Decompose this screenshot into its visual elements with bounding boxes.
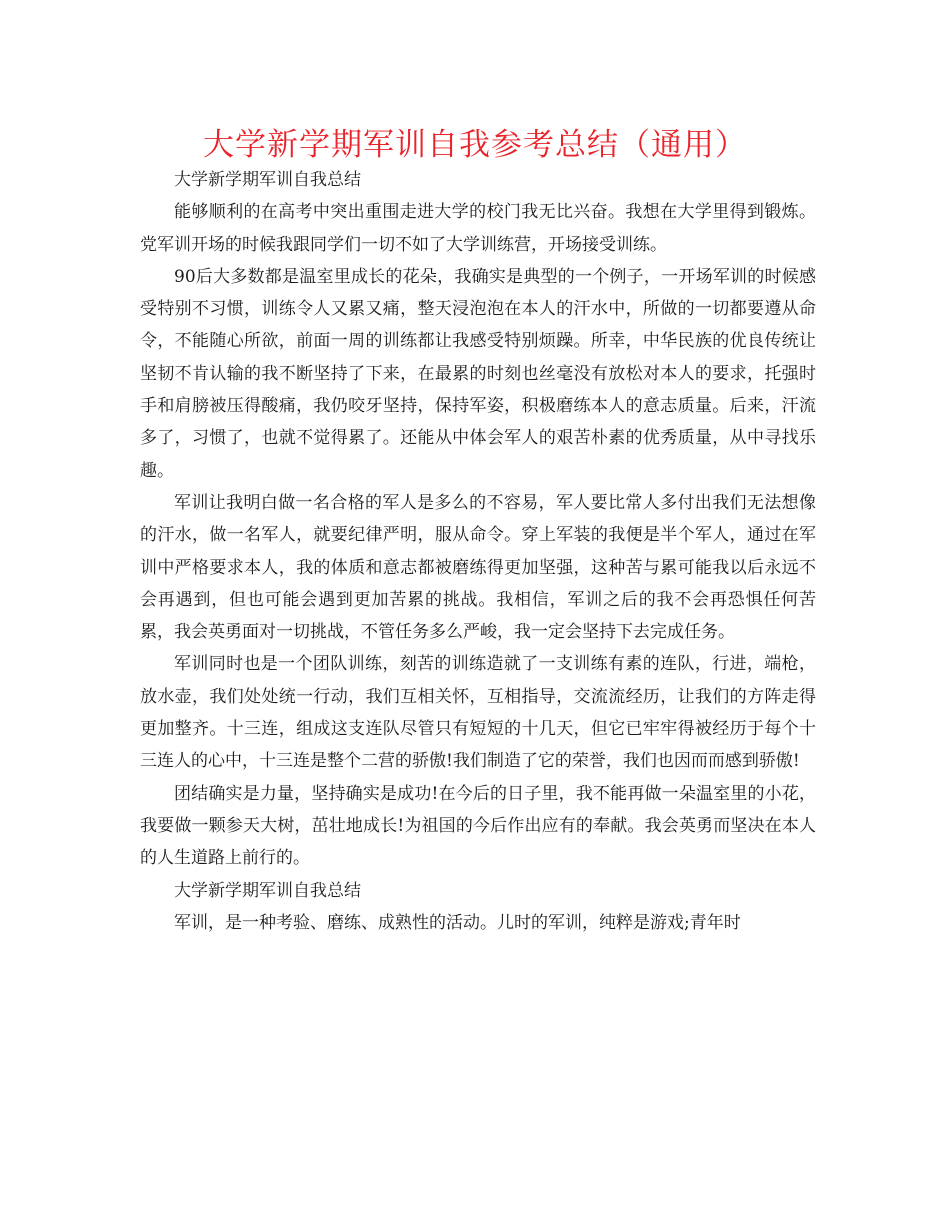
paragraph: 团结确实是力量，坚持确实是成功!在今后的日子里，我不能再做一朵温室里的小花，我要做一颗参天大树，茁壮地成长!为祖国的今后作出应有的奉献。我会英勇而坚决在本人的人生道路上前行的。	[140, 783, 816, 869]
paragraph: 军训，是一种考验、磨练、成熟性的活动。儿时的军训，纯粹是游戏;青年时	[174, 912, 741, 933]
document-title: 大学新学期军训自我参考总结（通用）	[203, 127, 747, 163]
paragraph: 军训让我明白做一名合格的军人是多么的不容易，军人要比常人多付出我们无法想像的汗水，做一名军人，就要纪律严明，服从命令。穿上军装的我便是半个军人，通过在军训中严格要求本人，我的体质和意志都被磨练得更加坚强，这种苦与累可能我以后永远不会再遇到，但也可能会遇到更加苦累的挑战。我相信，军训之后的我不会再恐惧任何苦累，我会英勇面对一切挑战，不管任务多么严峻，我一定会坚持下去完成任务。	[140, 492, 816, 643]
paragraph: 90后大多数都是温室里成长的花朵，我确实是典型的一个例子，一开场军训的时候感受特别不习惯，训练令人又累又痛，整天浸泡泡在本人的汗水中，所做的一切都要遵从命令，不能随心所欲，前面一周的训练都让我感受特别烦躁。所幸，中华民族的优良传统让坚韧不肯认输的我不断坚持了下来，在最累的时刻也丝毫没有放松对本人的要求，托强时手和肩膀被压得酸痛，我仍咬牙坚持，保持军姿，积极磨练本人的意志质量。后来，汗流多了，习惯了，也就不觉得累了。还能从中体会军人的艰苦朴素的优秀质量，从中寻找乐趣。	[140, 266, 816, 481]
paragraph-subheading: 大学新学期军训自我总结	[174, 880, 361, 901]
paragraph: 能够顺利的在高考中突出重围走进大学的校门我无比兴奋。我想在大学里得到锻炼。党军训开场的时候我跟同学们一切不如了大学训练营，开场接受训练。	[140, 202, 816, 255]
paragraph: 军训同时也是一个团队训练，刻苦的训练造就了一支训练有素的连队，行进，端枪，放水壶，我们处处统一行动，我们互相关怀，互相指导，交流流经历，让我们的方阵走得更加整齐。十三连，组成这支连队尽管只有短短的十几天，但它已牢牢得被经历于每个十三连人的心中，十三连是整个二营的骄傲!我们制造了它的荣誉，我们也因而而感到骄傲!	[140, 654, 816, 772]
document-body	[140, 164, 816, 939]
paragraph-subheading: 大学新学期军训自我总结	[174, 170, 361, 190]
